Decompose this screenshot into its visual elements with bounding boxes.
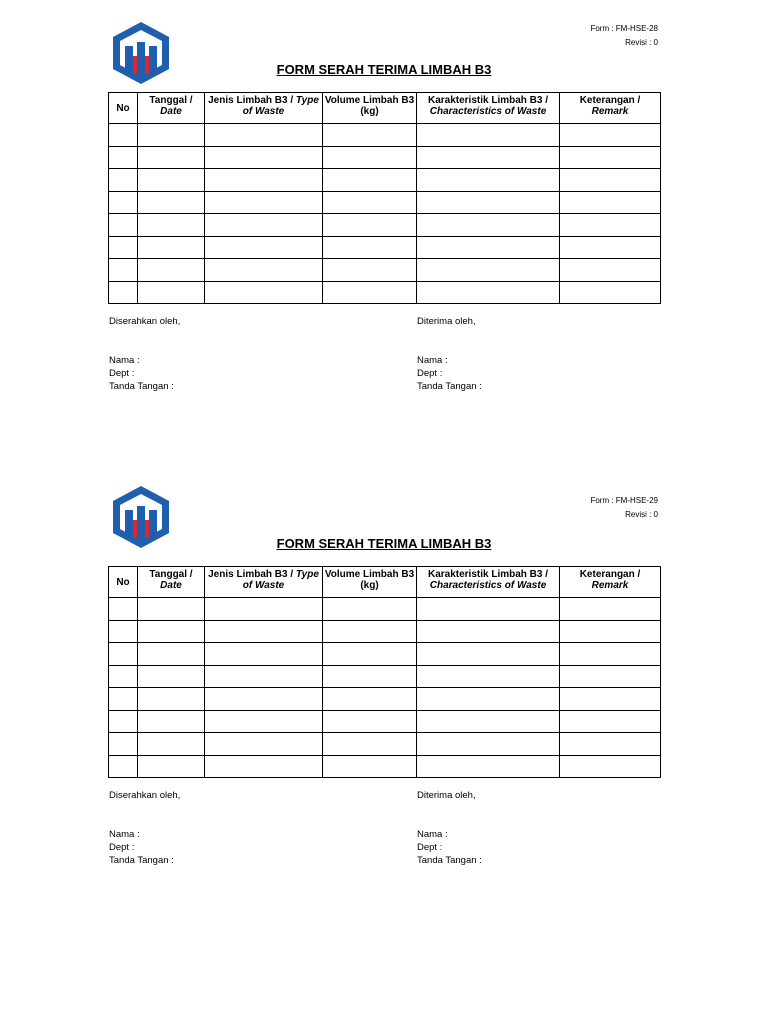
form-title: FORM SERAH TERIMA LIMBAH B3 (276, 536, 492, 551)
cell-remark[interactable] (560, 124, 661, 147)
cell-date[interactable] (138, 281, 205, 304)
received-name-field[interactable]: Nama : (417, 829, 448, 840)
cell-no[interactable] (109, 146, 138, 169)
handover-section (109, 789, 180, 867)
cell-remark[interactable] (560, 755, 661, 778)
cell-remark[interactable] (560, 620, 661, 643)
table-row (109, 214, 661, 237)
received-signature-field[interactable]: Tanda Tangan : (417, 855, 482, 866)
cell-characteristics[interactable] (417, 755, 560, 778)
cell-date[interactable] (138, 169, 205, 192)
cell-no[interactable] (109, 236, 138, 259)
cell-volume[interactable] (323, 733, 417, 756)
table-row (109, 598, 661, 621)
cell-date[interactable] (138, 146, 205, 169)
cell-date[interactable] (138, 733, 205, 756)
cell-characteristics[interactable] (417, 733, 560, 756)
cell-no[interactable] (109, 710, 138, 733)
cell-volume[interactable] (323, 620, 417, 643)
header-volume: Volume Limbah B3 (kg) (323, 567, 417, 598)
cell-volume[interactable] (323, 191, 417, 214)
handover-signature-field[interactable]: Tanda Tangan : (109, 855, 174, 866)
cell-date[interactable] (138, 643, 205, 666)
cell-remark[interactable] (560, 733, 661, 756)
cell-volume[interactable] (323, 236, 417, 259)
cell-waste-type[interactable] (205, 598, 323, 621)
header-no: No (109, 567, 138, 598)
cell-date[interactable] (138, 124, 205, 147)
table-row (109, 124, 661, 147)
cell-waste-type[interactable] (205, 191, 323, 214)
cell-date[interactable] (138, 710, 205, 733)
cell-volume[interactable] (323, 259, 417, 282)
cell-waste-type[interactable] (205, 643, 323, 666)
cell-date[interactable] (138, 665, 205, 688)
table-row (109, 643, 661, 666)
waste-table (108, 566, 661, 778)
header-waste-type: Jenis Limbah B3 / Type of Waste (205, 567, 323, 598)
cell-date[interactable] (138, 755, 205, 778)
cell-no[interactable] (109, 214, 138, 237)
cell-remark[interactable] (560, 169, 661, 192)
cell-no[interactable] (109, 191, 138, 214)
cell-no[interactable] (109, 733, 138, 756)
cell-waste-type[interactable] (205, 733, 323, 756)
cell-remark[interactable] (560, 598, 661, 621)
table-row (109, 191, 661, 214)
cell-date[interactable] (138, 259, 205, 282)
cell-no[interactable] (109, 281, 138, 304)
cell-characteristics[interactable] (417, 146, 560, 169)
handover-name-field[interactable]: Nama : (109, 355, 140, 366)
header-date: Tanggal / Date (138, 567, 205, 598)
header-no: No (109, 93, 138, 124)
table-row (109, 755, 661, 778)
cell-date[interactable] (138, 620, 205, 643)
cell-characteristics[interactable] (417, 643, 560, 666)
cell-waste-type[interactable] (205, 214, 323, 237)
cell-remark[interactable] (560, 146, 661, 169)
revision: Revisi : 0 (625, 38, 658, 47)
cell-remark[interactable] (560, 236, 661, 259)
cell-volume[interactable] (323, 214, 417, 237)
cell-waste-type[interactable] (205, 710, 323, 733)
cell-volume[interactable] (323, 598, 417, 621)
cell-date[interactable] (138, 598, 205, 621)
cell-no[interactable] (109, 643, 138, 666)
cell-volume[interactable] (323, 755, 417, 778)
cell-waste-type[interactable] (205, 281, 323, 304)
cell-characteristics[interactable] (417, 688, 560, 711)
cell-waste-type[interactable] (205, 755, 323, 778)
cell-volume[interactable] (323, 688, 417, 711)
cell-waste-type[interactable] (205, 169, 323, 192)
cell-no[interactable] (109, 169, 138, 192)
revision: Revisi : 0 (625, 510, 658, 519)
received-section (417, 789, 482, 867)
handover-dept-field[interactable]: Dept : (109, 368, 135, 379)
handover-name-field[interactable]: Nama : (109, 829, 140, 840)
table-row (109, 146, 661, 169)
table-row (109, 620, 661, 643)
table-row (109, 733, 661, 756)
header-waste-type: Jenis Limbah B3 / Type of Waste (205, 93, 323, 124)
cell-date[interactable] (138, 214, 205, 237)
table-row (109, 688, 661, 711)
table-row (109, 259, 661, 282)
cell-no[interactable] (109, 124, 138, 147)
header-date: Tanggal / Date (138, 93, 205, 124)
cell-volume[interactable] (323, 124, 417, 147)
cell-characteristics[interactable] (417, 259, 560, 282)
handover-signature-field[interactable]: Tanda Tangan : (109, 381, 174, 392)
cell-date[interactable] (138, 191, 205, 214)
cell-characteristics[interactable] (417, 620, 560, 643)
cell-waste-type[interactable] (205, 620, 323, 643)
table-row (109, 665, 661, 688)
cell-no[interactable] (109, 620, 138, 643)
table-header-row (109, 93, 661, 124)
form-code-block (590, 494, 658, 522)
cell-volume[interactable] (323, 281, 417, 304)
table-row (109, 236, 661, 259)
header-remark: Keterangan / Remark (560, 93, 661, 124)
received-dept-field[interactable]: Dept : (417, 368, 443, 379)
cell-no[interactable] (109, 665, 138, 688)
cell-volume[interactable] (323, 169, 417, 192)
received-title: Diterima oleh, (417, 316, 476, 327)
waste-handover-form-1 (0, 0, 768, 470)
handover-section (109, 315, 180, 393)
cell-no[interactable] (109, 598, 138, 621)
table-header-row (109, 567, 661, 598)
cell-remark[interactable] (560, 665, 661, 688)
table-row (109, 169, 661, 192)
cell-waste-type[interactable] (205, 259, 323, 282)
cell-date[interactable] (138, 688, 205, 711)
cell-characteristics[interactable] (417, 281, 560, 304)
received-title: Diterima oleh, (417, 790, 476, 801)
cell-no[interactable] (109, 688, 138, 711)
cell-waste-type[interactable] (205, 146, 323, 169)
waste-table (108, 92, 661, 304)
header-characteristics: Karakteristik Limbah B3 / Characteristics of Waste (417, 567, 560, 598)
cell-characteristics[interactable] (417, 598, 560, 621)
header-volume: Volume Limbah B3 (kg) (323, 93, 417, 124)
table-body (109, 598, 661, 778)
received-section (417, 315, 482, 393)
handover-title: Diserahkan oleh, (109, 790, 181, 801)
cell-characteristics[interactable] (417, 236, 560, 259)
cell-no[interactable] (109, 755, 138, 778)
received-signature-field[interactable]: Tanda Tangan : (417, 381, 482, 392)
cell-remark[interactable] (560, 214, 661, 237)
cell-no[interactable] (109, 259, 138, 282)
cell-waste-type[interactable] (205, 236, 323, 259)
header-remark: Keterangan / Remark (560, 567, 661, 598)
table-row (109, 281, 661, 304)
cell-waste-type[interactable] (205, 665, 323, 688)
cell-characteristics[interactable] (417, 169, 560, 192)
cell-remark[interactable] (560, 710, 661, 733)
cell-characteristics[interactable] (417, 710, 560, 733)
cell-waste-type[interactable] (205, 688, 323, 711)
cell-date[interactable] (138, 236, 205, 259)
cell-remark[interactable] (560, 688, 661, 711)
cell-remark[interactable] (560, 259, 661, 282)
form-title: FORM SERAH TERIMA LIMBAH B3 (276, 62, 492, 77)
waste-handover-form-2 (0, 474, 768, 944)
received-dept-field[interactable]: Dept : (417, 842, 443, 853)
cell-volume[interactable] (323, 710, 417, 733)
table-row (109, 710, 661, 733)
cell-volume[interactable] (323, 146, 417, 169)
cell-characteristics[interactable] (417, 665, 560, 688)
received-name-field[interactable]: Nama : (417, 355, 448, 366)
table-body (109, 124, 661, 304)
form-code-block (590, 22, 658, 50)
cell-characteristics[interactable] (417, 214, 560, 237)
cell-volume[interactable] (323, 643, 417, 666)
form-code: Form : FM-HSE-29 (590, 496, 658, 505)
cell-remark[interactable] (560, 191, 661, 214)
cell-volume[interactable] (323, 665, 417, 688)
form-code: Form : FM-HSE-28 (590, 24, 658, 33)
cell-waste-type[interactable] (205, 124, 323, 147)
handover-title: Diserahkan oleh, (109, 316, 181, 327)
header-characteristics: Karakteristik Limbah B3 / Characteristics of Waste (417, 93, 560, 124)
cell-characteristics[interactable] (417, 191, 560, 214)
cell-remark[interactable] (560, 643, 661, 666)
cell-remark[interactable] (560, 281, 661, 304)
cell-characteristics[interactable] (417, 124, 560, 147)
handover-dept-field[interactable]: Dept : (109, 842, 135, 853)
